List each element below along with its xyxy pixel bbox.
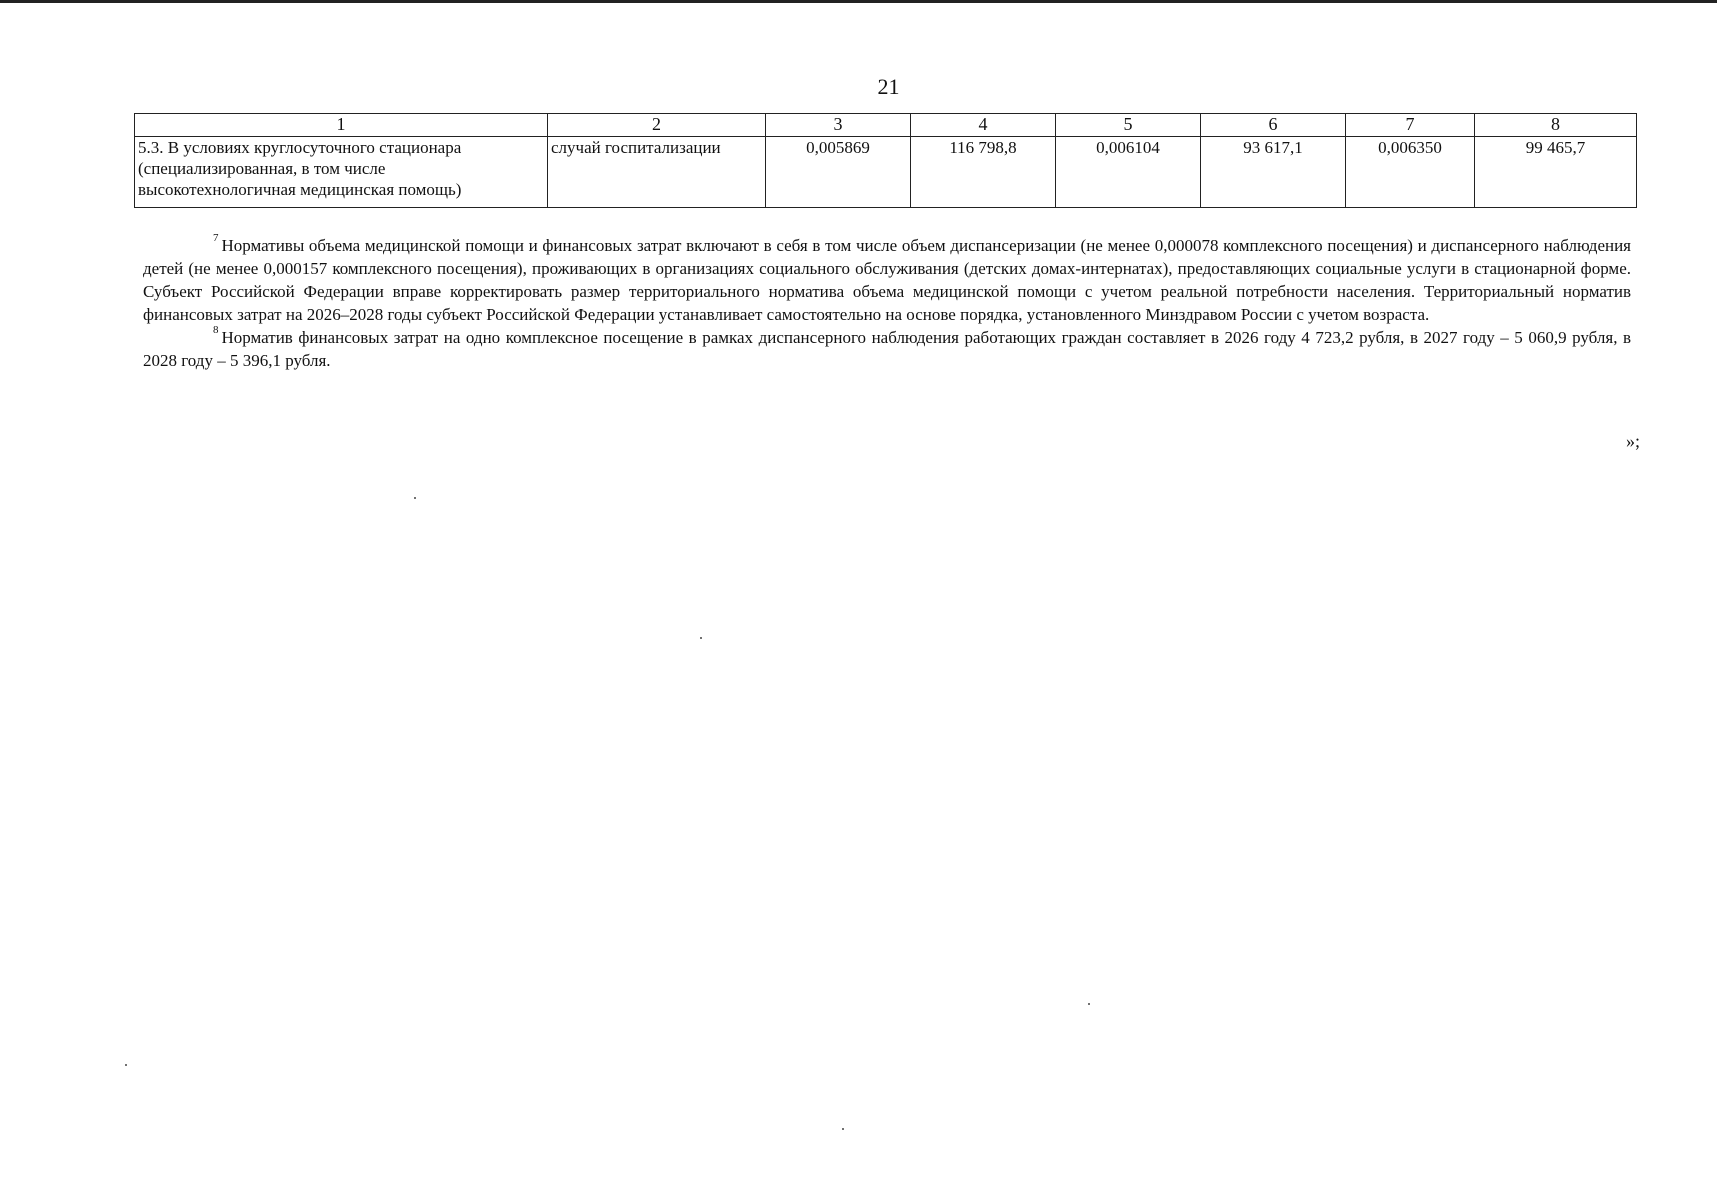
table-row	[135, 137, 1637, 208]
footnote-mark: 8	[213, 324, 219, 337]
closing-quote-mark: »;	[1625, 431, 1640, 451]
scan-speck	[700, 637, 702, 639]
footnote-8	[143, 326, 1631, 372]
column-header: 7	[1346, 114, 1475, 137]
column-header: 6	[1201, 114, 1346, 137]
scan-speck	[414, 497, 416, 499]
scan-speck	[1088, 1003, 1090, 1005]
footnotes	[143, 234, 1631, 372]
cost-2027-cell: 93 617,1	[1201, 137, 1346, 208]
column-header: 4	[911, 114, 1056, 137]
volume-2027-cell: 0,006104	[1056, 137, 1201, 208]
column-header: 3	[766, 114, 911, 137]
column-header: 2	[548, 114, 766, 137]
footnote-text: Норматив финансовых затрат на одно комплексное посещение в рамках диспансерного наблюдения работающих граждан составляет в 2026 году 4 723,2 рубля, в 2027 году – 5 060,9 рубля, в 2028 году – 5 396,1 рубля.	[143, 328, 1631, 370]
scan-speck	[842, 1128, 844, 1130]
cost-2026-cell: 116 798,8	[911, 137, 1056, 208]
cost-2028-cell: 99 465,7	[1475, 137, 1637, 208]
table-header-row	[135, 114, 1637, 137]
column-header: 8	[1475, 114, 1637, 137]
volume-2028-cell: 0,006350	[1346, 137, 1475, 208]
column-header: 5	[1056, 114, 1201, 137]
service-type-cell: 5.3. В условиях круглосуточного стационара (специализированная, в том числе высокотехнологичная медицинская помощь)	[135, 137, 548, 208]
volume-2026-cell: 0,005869	[766, 137, 911, 208]
footnote-mark: 7	[213, 232, 219, 245]
page-number: 21	[877, 74, 900, 99]
footnote-7	[143, 234, 1631, 326]
footnote-text: Нормативы объема медицинской помощи и финансовых затрат включают в себя в том числе объем диспансеризации (не менее 0,000078 комплексного посещения) и диспансерного наблюдения детей (не менее 0,000157 комплексного посещения), проживающих в организациях социального обслуживания (детских домах-интернатах), предоставляющих социальные услуги в стационарной форме. Субъект Российской Федерации вправе корректировать размер территориального норматива объема медицинской помощи с учетом реальной потребности населения. Территориальный норматив финансовых затрат на 2026–2028 годы субъект Российской Федерации устанавливает самостоятельно на основе порядка, установленного Минздравом России с учетом возраста.	[143, 236, 1631, 324]
scan-speck	[125, 1064, 127, 1066]
page-top-edge	[0, 0, 1717, 3]
column-header: 1	[135, 114, 548, 137]
unit-cell: случай госпитализации	[548, 137, 766, 208]
norms-table	[134, 113, 1637, 208]
